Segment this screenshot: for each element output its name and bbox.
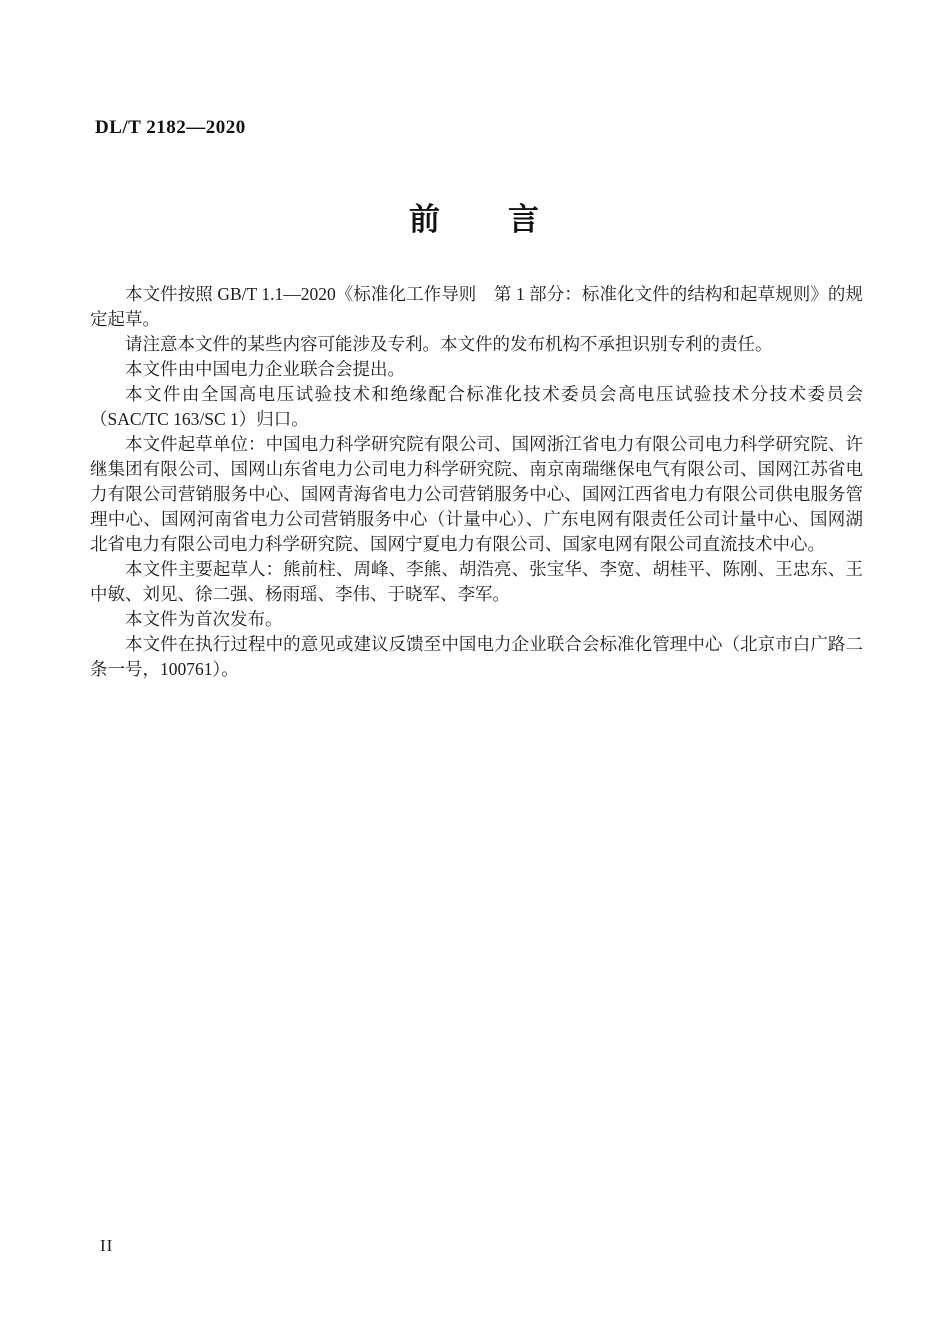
foreword-paragraph-proposer: 本文件由中国电力企业联合会提出。 — [125, 359, 405, 379]
foreword-paragraph-feedback-address: 本文件在执行过程中的意见或建议反馈至中国电力企业联合会标准化管理中心（北京市白广路二条一号，100761）。 — [90, 634, 863, 679]
foreword-paragraph-committee: 本文件由全国高电压试验技术和绝缘配合标准化技术委员会高电压试验技术分技术委员会（SAC/TC 163/SC 1）归口。 — [90, 384, 863, 429]
page-number: II — [100, 1236, 114, 1255]
page-title: 前 言 — [409, 202, 541, 237]
foreword-paragraph-drafting-organizations: 本文件起草单位：中国电力科学研究院有限公司、国网浙江省电力有限公司电力科学研究院、许继集团有限公司、国网山东省电力公司电力科学研究院、南京南瑞继保电气有限公司、国网江苏省电力有限公司营销服务中心、国网青海省电力公司营销服务中心、国网江西省电力有限公司供电服务管理中心、国网河南省电力公司营销服务中心（计量中心）、广东电网有限责任公司计量中心、国网湖北省电力有限公司电力科学研究院、国网宁夏电力有限公司、国家电网有限公司直流技术中心。 — [90, 434, 863, 554]
standard-number: DL/T 2182—2020 — [95, 117, 246, 138]
foreword-body — [90, 282, 863, 682]
foreword-paragraph-first-release: 本文件为首次发布。 — [125, 609, 283, 629]
foreword-paragraph-main-drafters: 本文件主要起草人：熊前柱、周峰、李熊、胡浩亮、张宝华、李宽、胡桂平、陈刚、王忠东、王中敏、刘见、徐二强、杨雨瑶、李伟、于晓军、李军。 — [90, 559, 863, 604]
foreword-paragraph-patent-notice: 请注意本文件的某些内容可能涉及专利。本文件的发布机构不承担识别专利的责任。 — [125, 334, 773, 354]
foreword-paragraph-drafting-rules: 本文件按照 GB/T 1.1—2020《标准化工作导则 第 1 部分：标准化文件的结构和起草规则》的规定起草。 — [90, 284, 863, 329]
